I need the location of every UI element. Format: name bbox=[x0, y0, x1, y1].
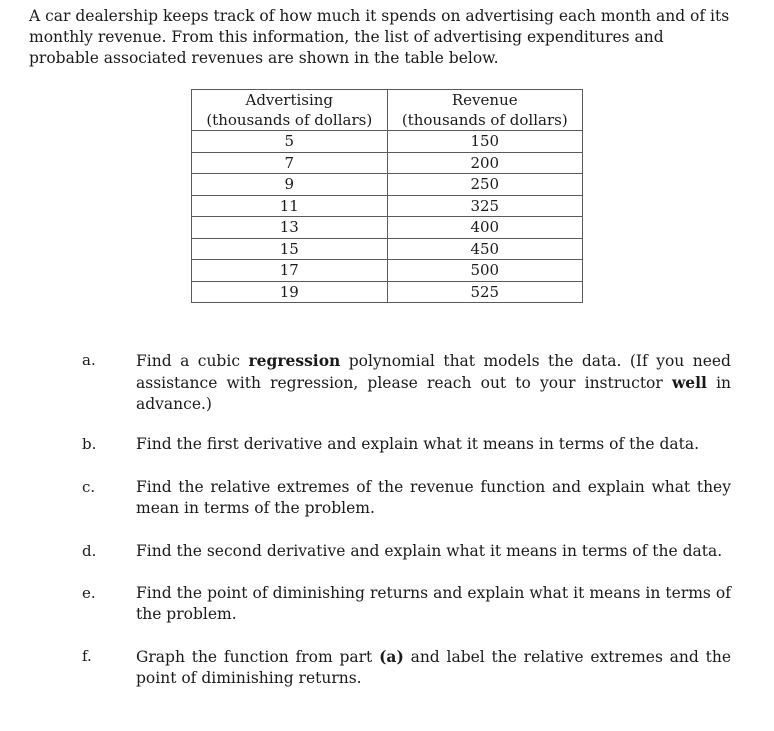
data-table bbox=[191, 89, 583, 303]
revenue-cell: 250 bbox=[387, 174, 582, 196]
question-a-text bbox=[136, 350, 731, 415]
question-c-text: Find the relative extremes of the revenue function and explain what they mean in terms of the problem. bbox=[136, 478, 731, 517]
revenue-cell: 150 bbox=[387, 131, 582, 153]
revenue-cell: 400 bbox=[387, 217, 582, 239]
question-a-bold-regression: regression bbox=[248, 351, 341, 370]
question-a-text-part2: polynomial that models the data. (If you need assistance with regression, please reach out to your instructor bbox=[136, 352, 731, 392]
table-header-row bbox=[192, 90, 583, 131]
question-f-label: f. bbox=[82, 647, 92, 665]
table-row bbox=[192, 281, 583, 303]
intro-paragraph: A car dealership keeps track of how much it spends on advertising each month and of its monthly revenue. From this information, the list of advertising expenditures and probable associated revenues are shown in the table below. bbox=[29, 7, 730, 67]
header-advertising bbox=[192, 90, 388, 131]
revenue-cell: 500 bbox=[387, 260, 582, 282]
revenue-cell: 450 bbox=[387, 238, 582, 260]
advertising-cell: 13 bbox=[192, 217, 388, 239]
table-row bbox=[192, 217, 583, 239]
advertising-cell: 5 bbox=[192, 131, 388, 153]
table-row bbox=[192, 174, 583, 196]
table-row bbox=[192, 195, 583, 217]
question-b-text: Find the first derivative and explain what it means in terms of the data. bbox=[136, 435, 700, 453]
advertising-cell: 17 bbox=[192, 260, 388, 282]
question-a-text-part1: Find a cubic bbox=[136, 352, 249, 370]
revenue-cell: 200 bbox=[387, 152, 582, 174]
question-e-text: Find the point of diminishing returns and explain what it means in terms of the problem. bbox=[136, 584, 731, 623]
advertising-cell: 11 bbox=[192, 195, 388, 217]
advertising-cell: 9 bbox=[192, 174, 388, 196]
question-d-label: d. bbox=[82, 542, 97, 560]
question-d-text: Find the second derivative and explain what it means in terms of the data. bbox=[136, 542, 723, 560]
question-c-label: c. bbox=[82, 478, 96, 496]
question-f-text bbox=[136, 646, 731, 689]
question-f-text-part2: and label the relative extremes and the point of diminishing returns. bbox=[136, 648, 731, 687]
question-e-label: e. bbox=[82, 584, 96, 602]
revenue-cell: 325 bbox=[387, 195, 582, 217]
advertising-cell: 19 bbox=[192, 281, 388, 303]
revenue-cell: 525 bbox=[387, 281, 582, 303]
table-row bbox=[192, 260, 583, 282]
advertising-cell: 15 bbox=[192, 238, 388, 260]
question-f-text-part1: Graph the function from part bbox=[136, 648, 380, 666]
header-revenue-title: Revenue bbox=[451, 91, 518, 109]
header-advertising-title: Advertising bbox=[245, 91, 334, 109]
header-revenue-unit: (thousands of dollars) bbox=[401, 111, 568, 129]
header-revenue bbox=[387, 90, 582, 131]
question-b-label: b. bbox=[82, 435, 97, 453]
header-advertising-unit: (thousands of dollars) bbox=[206, 111, 373, 129]
question-a-text-part3: in advance.) bbox=[136, 374, 732, 413]
table-row bbox=[192, 152, 583, 174]
table-row bbox=[192, 131, 583, 153]
table-row bbox=[192, 238, 583, 260]
question-a-bold-well: well bbox=[671, 373, 707, 392]
advertising-cell: 7 bbox=[192, 152, 388, 174]
question-f-bold-part-a: (a) bbox=[379, 647, 404, 666]
question-a-label: a. bbox=[82, 351, 96, 369]
